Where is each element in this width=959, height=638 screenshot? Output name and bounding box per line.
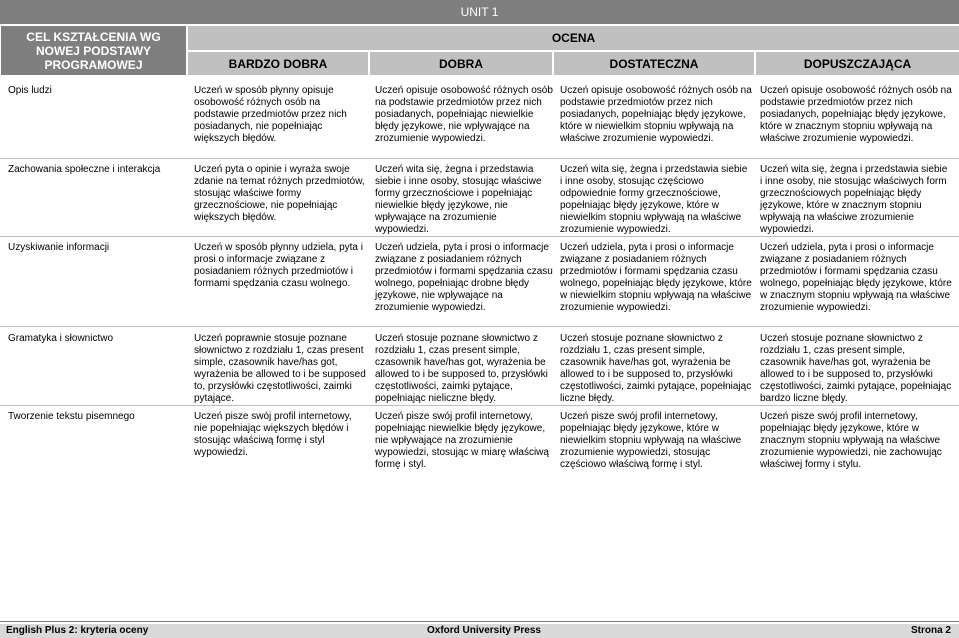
- footer-title: English Plus 2: kryteria oceny: [6, 625, 149, 636]
- criteria-cell: Uczeń stosuje poznane słownictwo z rozdziału 1, czas present simple, czasownik have/has got, wyrażenia be allowed to i be supposed to, przysłówki częstotliwości, zaimki pytające, popełniając liczne błędy.: [560, 333, 752, 404]
- level-header-good: DOBRA: [370, 52, 552, 75]
- criteria-cell: Uczeń opisuje osobowość różnych osób na podstawie przedmiotów przez nich posiadanych, popełniając błędy językowe, które w niewielkim stopniu wpływają na właściwe zrozumienie wypowiedzi.: [560, 85, 752, 144]
- footer-page-number: Strona 2: [910, 625, 951, 636]
- level-header-very-good: BARDZO DOBRA: [188, 52, 368, 75]
- row-divider: [0, 236, 959, 237]
- criteria-cell: Uczeń pisze swój profil internetowy, nie popełniając większych błędów i stosując właściwą formę i styl wypowiedzi.: [194, 411, 352, 458]
- row-divider: [0, 158, 959, 159]
- criteria-cell: Uczeń pisze swój profil internetowy, popełniając niewielkie błędy językowe, nie wpływające na zrozumienie wypowiedzi, stosując w miarę właściwą formę i styl.: [375, 411, 549, 470]
- page-footer: [0, 624, 959, 638]
- row-label: Opis ludzi: [8, 85, 52, 96]
- criteria-cell: Uczeń pisze swój profil internetowy, popełniając błędy językowe, które w niewielkim stopniu wpływają na właściwe zrozumienie wypowiedzi, stosując częściowo właściwą formę i styl.: [560, 411, 742, 470]
- level-header-sufficient: DOPUSZCZAJĄCA: [756, 52, 959, 75]
- objective-header-line: NOWEJ PODSTAWY: [35, 43, 152, 58]
- criteria-cell: Uczeń stosuje poznane słownictwo z rozdziału 1, czas present simple, czasownik have/has got, wyrażenia be allowed to i be supposed to, przysłówki częstotliwości, zaimki pytające, popełniając bardzo liczne błędy.: [760, 333, 952, 404]
- grade-group-header: OCENA: [188, 26, 959, 50]
- row-label: Tworzenie tekstu pisemnego: [8, 411, 135, 422]
- row-divider: [0, 405, 959, 406]
- criteria-cell: Uczeń poprawnie stosuje poznane słownictwo z rozdziału 1, czas present simple, czasownik have/has got, wyrażenia be allowed to i be supposed to, przysłówki częstotliwości, zaimki pytające.: [194, 333, 366, 404]
- criteria-cell: Uczeń wita się, żegna i przedstawia siebie i inne osoby, stosując częściowo odpowiednie formy grzecznościowe, popełniając błędy językowe, które w niewielkim stopniu wpływają na właściwe zrozumienie wypowiedzi.: [560, 164, 748, 235]
- footer-publisher: Oxford University Press: [427, 625, 541, 636]
- criteria-cell: Uczeń wita się, żegna i przedstawia siebie i inne osoby, nie stosując właściwych form grzecznościowych popełniając błędy językowe, które w znacznym stopniu wpływają na właściwe zrozumienie wypowiedzi.: [760, 164, 948, 235]
- criteria-cell: Uczeń stosuje poznane słownictwo z rozdziału 1, czas present simple, czasownik have/has got, wyrażenia be allowed to i be supposed to, przysłówki częstotliwości, zaimki pytające, popełniając nieliczne błędy.: [375, 333, 548, 404]
- row-label: Uzyskiwanie informacji: [8, 242, 110, 253]
- criteria-cell: Uczeń pisze swój profil internetowy, popełniając błędy językowe, które w znacznym stopniu wpływają na właściwe zrozumienie wypowiedzi, nie zachowując właściwej formy i stylu.: [760, 411, 942, 470]
- row-label: Zachowania społeczne i interakcja: [8, 164, 161, 175]
- criteria-cell: Uczeń wita się, żegna i przedstawia siebie i inne osoby, stosując właściwe formy grzecznościowe i popełniając niewielkie błędy językowe, nie wpływające na zrozumienie wypowiedzi.: [375, 164, 542, 235]
- criteria-cell: Uczeń pyta o opinie i wyraża swoje zdanie na temat różnych przedmiotów, stosując właściwe formy grzecznościowe, nie popełniając większych błędów.: [194, 164, 365, 223]
- objective-header-line: PROGRAMOWEJ: [44, 57, 143, 72]
- criteria-cell: Uczeń udziela, pyta i prosi o informacje związane z posiadaniem różnych przedmiotów i formami spędzania czasu wolnego, popełniając błędy językowe, które w znacznym stopniu wpływają na właściwe zrozumienie wypowiedzi.: [760, 242, 952, 313]
- criteria-cell: Uczeń opisuje osobowość różnych osób na podstawie przedmiotów przez nich posiadanych, popełniając błędy językowe, które w znacznym stopniu wpływają na właściwe zrozumienie wypowiedzi.: [760, 85, 952, 144]
- objective-header-line: CEL KSZTAŁCENIA WG: [26, 29, 161, 44]
- row-divider: [0, 326, 959, 327]
- criteria-cell: Uczeń opisuje osobowość różnych osób na podstawie przedmiotów przez nich posiadanych, popełniając niewielkie błędy językowe, nie wpływające na zrozumienie wypowiedzi.: [375, 85, 553, 144]
- criteria-cell: Uczeń w sposób płynny udziela, pyta i prosi o informacje związane z posiadaniem różnych przedmiotów i formami spędzania czasu wolnego.: [194, 242, 363, 289]
- level-header-satisfactory: DOSTATECZNA: [554, 52, 754, 75]
- unit-header: UNIT 1: [0, 0, 959, 24]
- footer-divider: [0, 621, 959, 622]
- row-label: Gramatyka i słownictwo: [8, 333, 114, 344]
- criteria-cell: Uczeń udziela, pyta i prosi o informacje związane z posiadaniem różnych przedmiotów i formami spędzania czasu wolnego, popełniając drobne błędy językowe, nie wpływające na zrozumienie wypowiedzi.: [375, 242, 553, 313]
- objective-column-header: [1, 26, 186, 75]
- criteria-cell: Uczeń w sposób płynny opisuje osobowość różnych osób na podstawie przedmiotów przez nich posiadanych, nie popełniając większych błędów.: [194, 85, 347, 144]
- criteria-cell: Uczeń udziela, pyta i prosi o informacje związane z posiadaniem różnych przedmiotów i formami spędzania czasu wolnego, popełniając błędy językowe, które w niewielkim stopniu wpływają na właściwe zrozumienie wypowiedzi.: [560, 242, 752, 313]
